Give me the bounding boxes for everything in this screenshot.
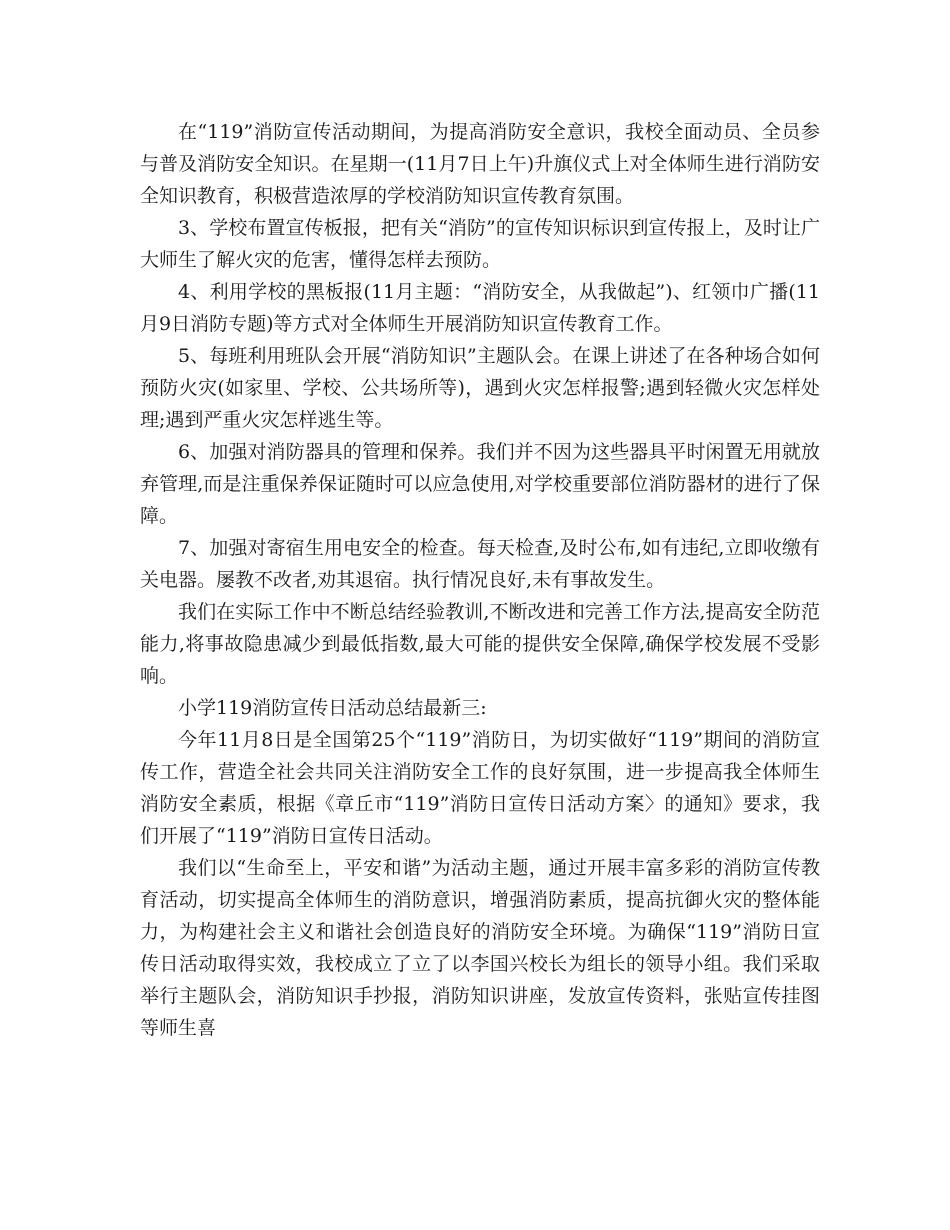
section-heading: 小学119消防宣传日活动总结最新三: xyxy=(178,697,487,719)
paragraph-4: 5、每班利用班队会开展“消防知识”主题队会。在课上讲述了在各种场合如何预防火灾(如家里、学校、公共场所等)，遇到火灾怎样报警;遇到轻微火灾怎样处理;遇到严重火灾怎样逃生等。 xyxy=(140,345,820,431)
paragraph-7: 我们在实际工作中不断总结经验教训,不断改进和完善工作方法,提高安全防范能力,将事故隐患减少到最低指数,最大可能的提供安全保障,确保学校发展不受影响。 xyxy=(140,601,820,687)
paragraph-6: 7、加强对寄宿生用电安全的检查。每天检查,及时公布,如有违纪,立即收缴有关电器。屡教不改者,劝其退宿。执行情况良好,未有事故发生。 xyxy=(140,537,820,591)
paragraph-1: 在“119”消防宣传活动期间，为提高消防安全意识，我校全面动员、全员参与普及消防安全知识。在星期一(11月7日上午)升旗仪式上对全体师生进行消防安全知识教育，积极营造浓厚的学校消防知识宣传教育氛围。 xyxy=(140,121,820,207)
paragraph-3: 4、利用学校的黑板报(11月主题：“消防安全，从我做起”)、红领巾广播(11月9日消防专题)等方式对全体师生开展消防知识宣传教育工作。 xyxy=(140,281,820,335)
paragraph-2: 3、学校布置宣传板报，把有关“消防”的宣传知识标识到宣传报上，及时让广大师生了解火灾的危害，懂得怎样去预防。 xyxy=(140,217,820,271)
document-body xyxy=(140,116,820,1044)
paragraph-9: 我们以“生命至上，平安和谐”为活动主题，通过开展丰富多彩的消防宣传教育活动，切实提高全体师生的消防意识，增强消防素质，提高抗御火灾的整体能力，为构建社会主义和谐社会创造良好的消防安全环境。为确保“119”消防日宣传日活动取得实效，我校成立了立了以李国兴校长为组长的领导小组。我们采取举行主题队会，消防知识手抄报，消防知识讲座，发放宣传资料，张贴宣传挂图等师生喜 xyxy=(140,857,820,1039)
paragraph-8: 今年11月8日是全国第25个“119”消防日，为切实做好“119”期间的消防宣传工作，营造全社会共同关注消防安全工作的良好氛围，进一步提高我全体师生消防安全素质，根据《章丘市“119”消防日宣传日活动方案〉的通知》要求，我们开展了“119”消防日宣传日活动。 xyxy=(140,729,820,847)
paragraph-5: 6、加强对消防器具的管理和保养。我们并不因为这些器具平时闲置无用就放弃管理,而是注重保养保证随时可以应急使用,对学校重要部位消防器材的进行了保障。 xyxy=(140,441,820,527)
